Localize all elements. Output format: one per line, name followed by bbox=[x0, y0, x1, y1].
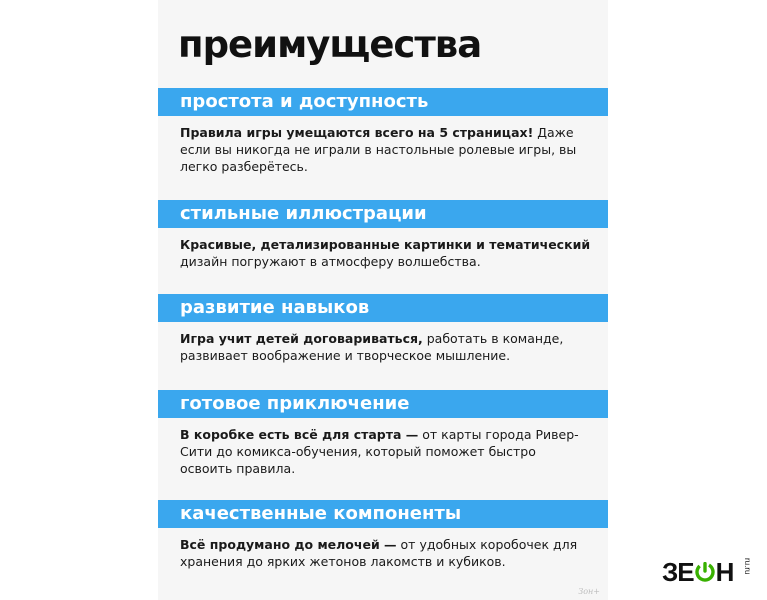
section-text-bold: В коробке есть всё для старта — bbox=[180, 427, 419, 442]
section-text-bold: Игра учит детей договариваться, bbox=[180, 331, 423, 346]
section-text-bold: Красивые, детализированные картинки и тематический bbox=[180, 237, 591, 252]
section-heading-band bbox=[158, 390, 608, 418]
section-heading-band bbox=[158, 500, 608, 528]
section-heading: качественные компоненты bbox=[180, 503, 462, 524]
advantages-card bbox=[158, 0, 608, 600]
section-text-rest: дизайн погружают в атмосферу волшебства. bbox=[180, 254, 481, 269]
zeon-logo bbox=[662, 555, 758, 589]
section-text-rest: от удобных коробочек для хранения до ярких жетонов лакомств и кубиков. bbox=[180, 537, 578, 569]
logo-text-left: ЗЕ bbox=[662, 557, 694, 587]
section-heading: простота и доступность bbox=[180, 91, 429, 112]
section-text-rest: от карты города Ривер-Сити до комикса-обучения, который поможет быстро освоить правила. bbox=[180, 427, 579, 476]
section-text bbox=[180, 536, 592, 570]
watermark: Зон+ bbox=[578, 587, 600, 596]
section-text bbox=[180, 236, 592, 270]
section-text bbox=[180, 330, 592, 364]
logo-suffix: ru.ru bbox=[743, 558, 752, 575]
section-text-bold: Всё продумано до мелочей — bbox=[180, 537, 397, 552]
section-heading: развитие навыков bbox=[180, 297, 370, 318]
section-text-bold: Правила игры умещаются всего на 5 страницах! bbox=[180, 125, 534, 140]
section-heading: стильные иллюстрации bbox=[180, 203, 427, 224]
section-heading-band bbox=[158, 200, 608, 228]
section-text bbox=[180, 426, 592, 477]
section-text bbox=[180, 124, 592, 175]
section-text-rest: работать в команде, развивает воображение и творческое мышление. bbox=[180, 331, 564, 363]
power-icon bbox=[695, 562, 715, 582]
section-heading: готовое приключение bbox=[180, 393, 410, 414]
section-heading-band bbox=[158, 88, 608, 116]
page-title: преимущества bbox=[178, 23, 482, 66]
section-heading-band bbox=[158, 294, 608, 322]
section-text-rest: Даже если вы никогда не играли в настольные ролевые игры, вы легко разберётесь. bbox=[180, 125, 577, 174]
logo-text-right: Н bbox=[715, 557, 734, 587]
